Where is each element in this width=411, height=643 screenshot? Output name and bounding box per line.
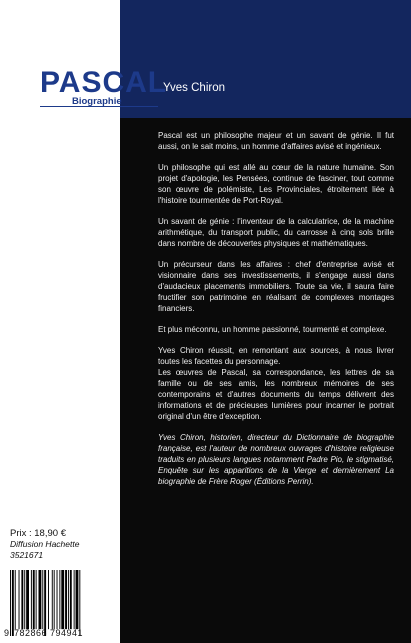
paragraph-affaires: Un précurseur dans les affaires : chef d'entreprise avisé et visionnaire dans ses investissements, il s'engage aussi dans d'audacieux placements immobiliers. Toute sa vie, il saura faire fructifier son patrimoine en réalisant de complexes montages financiers.: [158, 260, 394, 313]
barcode-bar: [48, 570, 49, 629]
paragraph-homme: Et plus méconnu, un homme passionné, tourmenté et complexe.: [158, 325, 387, 334]
barcode-bar: [33, 570, 35, 629]
series-logo: [40, 68, 240, 118]
barcode-bar: [65, 570, 67, 629]
price-box: [10, 528, 115, 561]
barcode-digits: 782866 794941: [14, 628, 84, 638]
barcode-bar: [68, 570, 69, 629]
barcode-bar: [26, 570, 29, 629]
barcode-bar: [31, 570, 32, 629]
author-bio: Yves Chiron, historien, directeur du Dictionnaire de biographie française, est l'auteur de nombreux ouvrages d'histoire religieuse traduits en plusieurs langues notamment Padre Pio, le stigmatisé, Enquête sur les apparitions de la Vierge et dernièrement La biographie de Frère Roger (Éditions Perrin).: [158, 433, 394, 486]
paragraph-sources: Les œuvres de Pascal, sa correspondance, les lettres de sa famille ou de ses amis, les nombreux mémoires de ses contemporains et d'autres documents du temps délivrent des informations et de précieuses lumières pour incarner le portrait original d'un être d'exception.: [158, 368, 394, 421]
paragraph-auteur: Yves Chiron réussit, en remontant aux sources, à nous livrer toutes les facettes du personnage.: [158, 346, 394, 366]
barcode-bar: [10, 570, 11, 636]
paragraph-intro: Pascal est un philosophe majeur et un savant de génie. Il fut aussi, on le sait moins, un homme d'affaires avisé et ingénieux.: [158, 131, 394, 151]
barcode-bar: [39, 570, 42, 629]
barcode-bar: [42, 570, 43, 629]
barcode-bar: [19, 570, 20, 629]
barcode-bar: [44, 570, 46, 636]
barcode-bar: [74, 570, 75, 629]
paragraph-savant: Un savant de génie : l'inventeur de la calculatrice, de la machine arithmétique, du transport public, du carrosse à cinq sols brille dans nombre de découvertes physiques et mathématiques.: [158, 217, 394, 248]
barcode-bar: [70, 570, 72, 629]
back-cover-text: [158, 130, 394, 497]
barcode-bar: [15, 570, 16, 629]
barcode-bar: [12, 570, 14, 636]
barcode-bar: [24, 570, 25, 629]
barcode-bar: [79, 570, 80, 636]
barcode-first-digit: 9: [4, 628, 10, 638]
barcode-bar: [54, 570, 55, 629]
paragraph-philosophe: Un philosophe qui est allé au cœur de la nature humaine. Son projet d'apologie, les Pensées, continue de fasciner, tout comme son œuvre de polémiste, Les Provinciales, étroitement liée à l'histoire tourmentée de Port-Royal.: [158, 163, 394, 205]
price-label: Prix : 18,90 €: [10, 528, 66, 539]
barcode-number: [4, 628, 84, 638]
barcode-bar: [21, 570, 23, 629]
barcode-bar: [57, 570, 58, 629]
barcode-bar: [59, 570, 60, 629]
distributor-label: Diffusion Hachette: [10, 539, 80, 549]
barcode-image: [6, 570, 116, 636]
barcode-bar: [76, 570, 79, 629]
barcode-bar: [61, 570, 64, 629]
barcode-bar: [36, 570, 37, 629]
series-title: PASCAL: [40, 66, 168, 99]
series-subtitle: Biographie: [72, 96, 122, 107]
distributor-code: 3521671: [10, 550, 44, 560]
author-name: Yves Chiron: [163, 82, 226, 94]
barcode-bar: [52, 570, 53, 629]
